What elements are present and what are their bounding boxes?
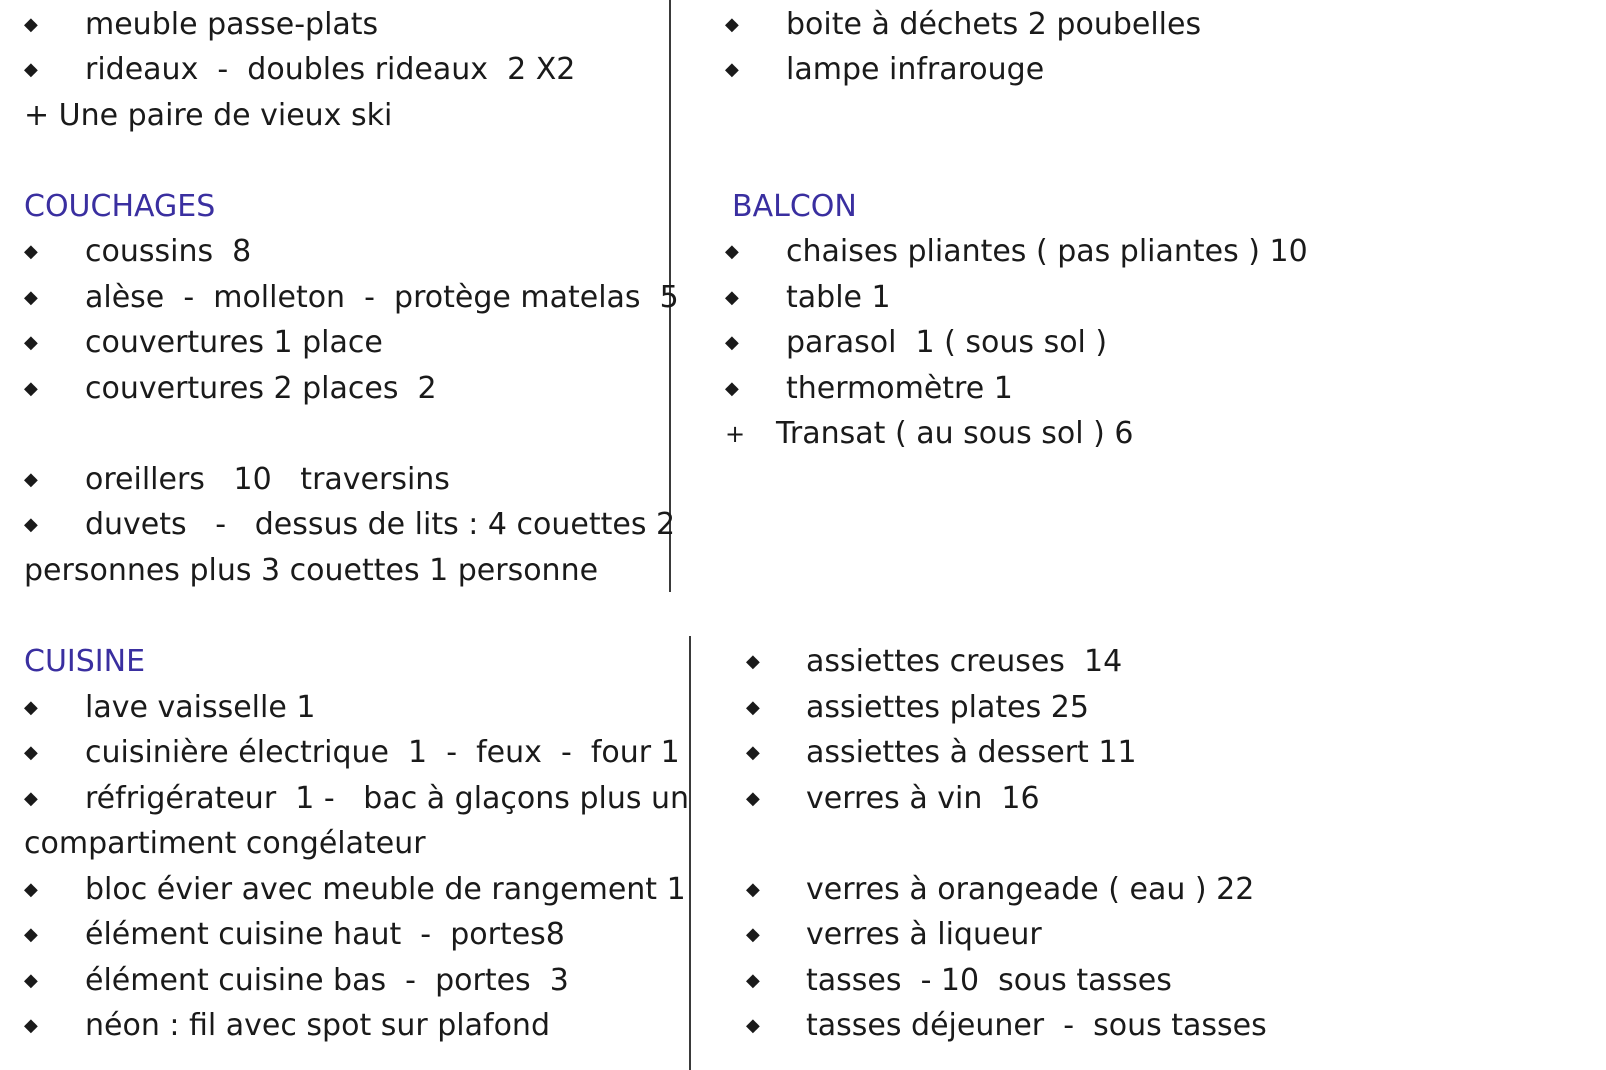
balcon-plus-item: Transat ( au sous sol ) 6: [776, 416, 1134, 451]
diamond-bullet-icon: ◆: [746, 879, 760, 900]
balcon-item: chaises pliantes ( pas pliantes ) 10: [786, 234, 1308, 269]
cuisine-item: réfrigérateur 1 - bac à glaçons plus un: [85, 781, 690, 816]
couchages-item: couvertures 1 place: [85, 325, 383, 360]
section-heading-couchages: COUCHAGES: [24, 189, 216, 224]
cuisine-continuation: compartiment congélateur: [24, 826, 426, 861]
diamond-bullet-icon: ◆: [24, 59, 38, 80]
diamond-bullet-icon: ◆: [24, 697, 38, 718]
cuisine-item: élément cuisine bas - portes 3: [85, 963, 569, 998]
extra-note: + Une paire de vieux ski: [24, 98, 393, 133]
diamond-bullet-icon: ◆: [24, 924, 38, 945]
item-lampe-infrarouge: lampe infrarouge: [786, 52, 1045, 87]
diamond-bullet-icon: ◆: [24, 287, 38, 308]
cuisine-item: bloc évier avec meuble de rangement 1: [85, 872, 686, 907]
vaisselle-item: assiettes creuses 14: [806, 644, 1123, 679]
couchages-item: oreillers 10 traversins: [85, 462, 450, 497]
diamond-bullet-icon: ◆: [24, 14, 38, 35]
item-rideaux: rideaux - doubles rideaux 2 X2: [85, 52, 576, 87]
vaisselle-item: assiettes à dessert 11: [806, 735, 1137, 770]
diamond-bullet-icon: ◆: [746, 1015, 760, 1036]
item-meuble-passe-plats: meuble passe-plats: [85, 7, 379, 42]
cuisine-item: néon : fil avec spot sur plafond: [85, 1008, 550, 1043]
diamond-bullet-icon: ◆: [24, 241, 38, 262]
item-boite-a-dechets: boite à déchets 2 poubelles: [786, 7, 1202, 42]
balcon-item: parasol 1 ( sous sol ): [786, 325, 1108, 360]
diamond-bullet-icon: ◆: [24, 788, 38, 809]
balcon-item: thermomètre 1: [786, 371, 1013, 406]
diamond-bullet-icon: ◆: [24, 378, 38, 399]
diamond-bullet-icon: ◆: [725, 287, 739, 308]
section-heading-balcon: BALCON: [732, 189, 857, 224]
vaisselle-item: verres à vin 16: [806, 781, 1040, 816]
vaisselle-item: verres à liqueur: [806, 917, 1042, 952]
couchages-item: alèse - molleton - protège matelas 5: [85, 280, 679, 315]
section-heading-cuisine: CUISINE: [24, 644, 146, 679]
diamond-bullet-icon: ◆: [725, 14, 739, 35]
diamond-bullet-icon: ◆: [24, 879, 38, 900]
diamond-bullet-icon: ◆: [24, 970, 38, 991]
vaisselle-item: assiettes plates 25: [806, 690, 1089, 725]
cuisine-item: cuisinière électrique 1 - feux - four 1: [85, 735, 680, 770]
diamond-bullet-icon: ◆: [24, 514, 38, 535]
vaisselle-item: tasses - 10 sous tasses: [806, 963, 1172, 998]
diamond-bullet-icon: ◆: [24, 469, 38, 490]
vaisselle-item: tasses déjeuner - sous tasses: [806, 1008, 1267, 1043]
vaisselle-item: verres à orangeade ( eau ) 22: [806, 872, 1255, 907]
couchages-item: couvertures 2 places 2: [85, 371, 437, 406]
couchages-continuation: personnes plus 3 couettes 1 personne: [24, 553, 599, 588]
diamond-bullet-icon: ◆: [24, 742, 38, 763]
diamond-bullet-icon: ◆: [746, 742, 760, 763]
diamond-bullet-icon: ◆: [746, 924, 760, 945]
bottom-divider-line: [689, 636, 691, 1070]
diamond-bullet-icon: ◆: [725, 332, 739, 353]
diamond-bullet-icon: ◆: [725, 378, 739, 399]
plus-bullet-icon: +: [725, 420, 746, 448]
diamond-bullet-icon: ◆: [746, 788, 760, 809]
couchages-item: duvets - dessus de lits : 4 couettes 2: [85, 507, 676, 542]
cuisine-item: élément cuisine haut - portes8: [85, 917, 565, 952]
diamond-bullet-icon: ◆: [746, 697, 760, 718]
couchages-item: coussins 8: [85, 234, 252, 269]
cuisine-item: lave vaisselle 1: [85, 690, 316, 725]
diamond-bullet-icon: ◆: [24, 332, 38, 353]
diamond-bullet-icon: ◆: [725, 59, 739, 80]
diamond-bullet-icon: ◆: [24, 1015, 38, 1036]
diamond-bullet-icon: ◆: [746, 651, 760, 672]
balcon-item: table 1: [786, 280, 891, 315]
diamond-bullet-icon: ◆: [725, 241, 739, 262]
diamond-bullet-icon: ◆: [746, 970, 760, 991]
